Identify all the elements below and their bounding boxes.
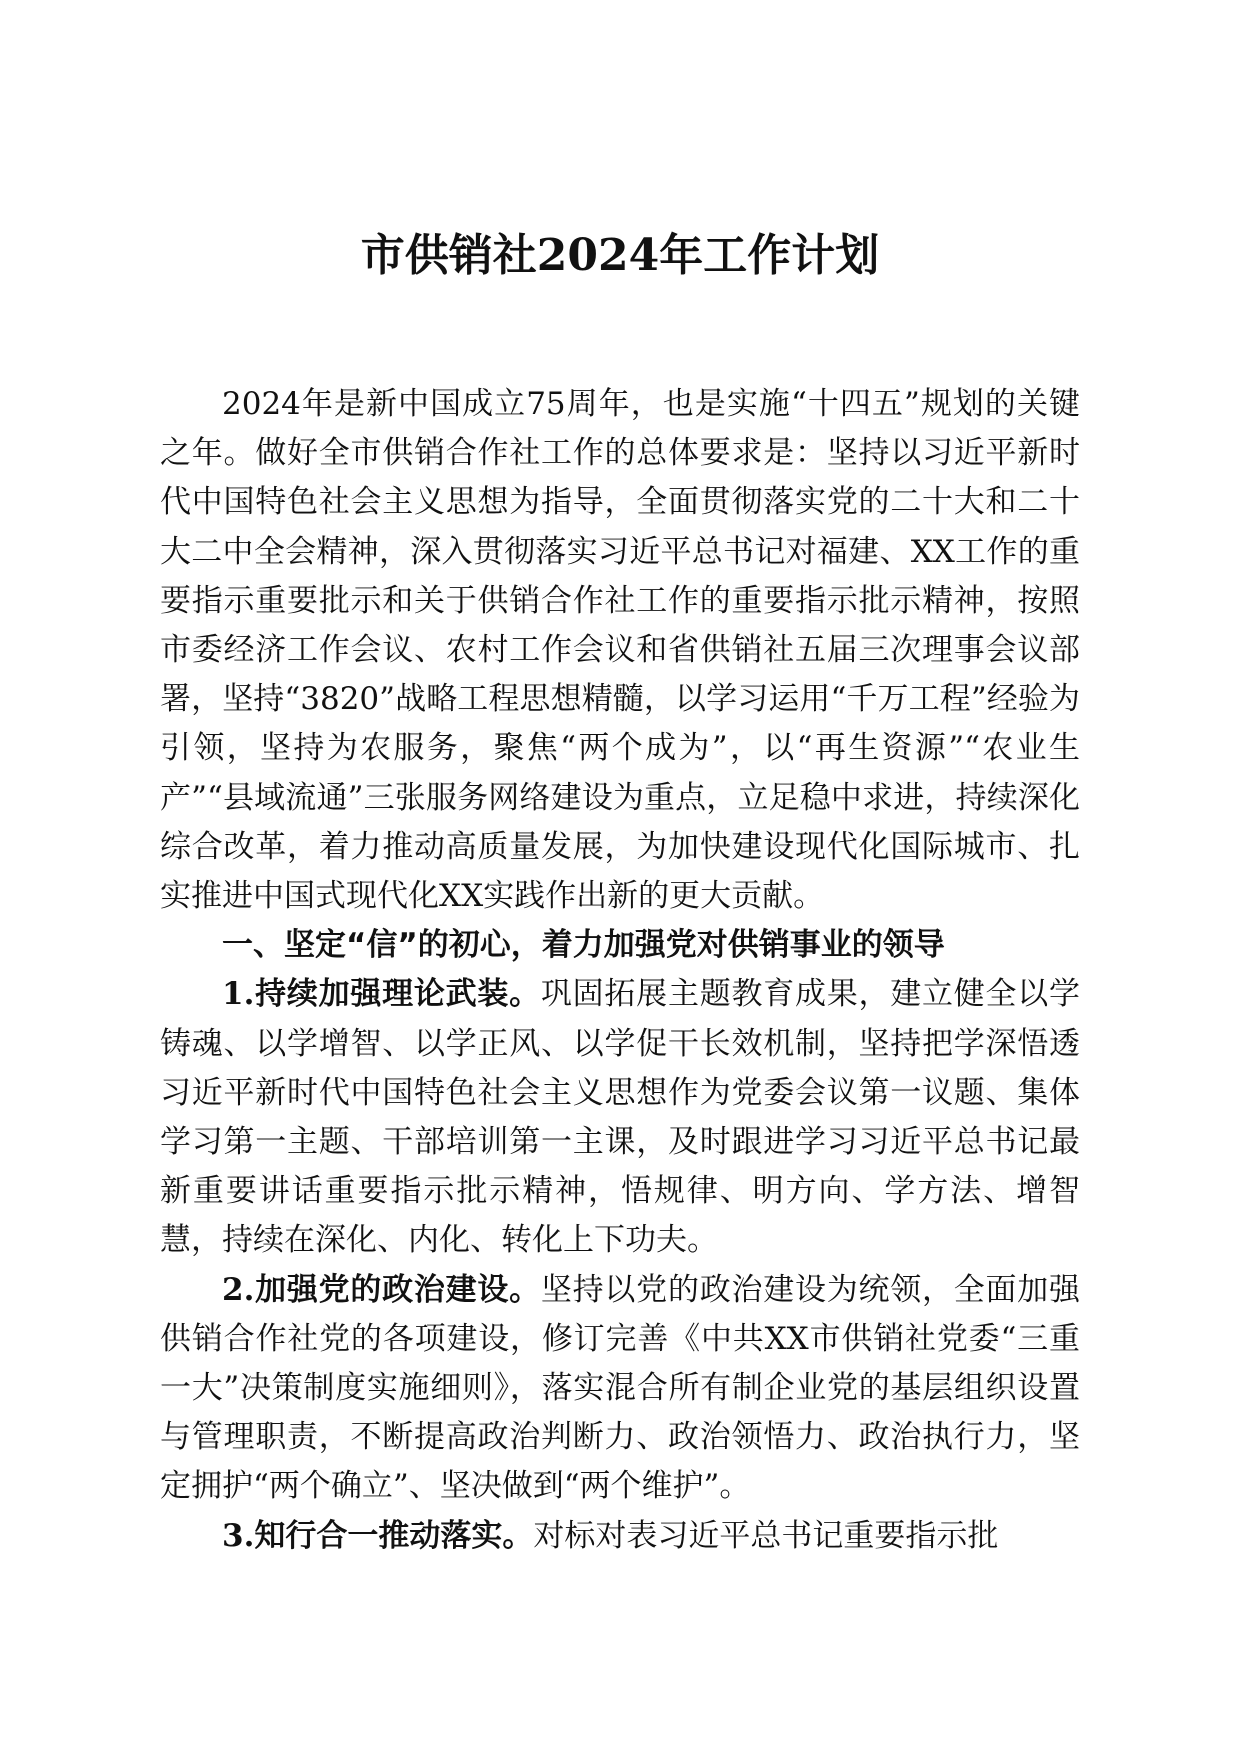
page-title: 市供销社2024年工作计划 [360, 230, 880, 281]
item-text-3: 对标对表习近平总书记重要指示批 [533, 1517, 999, 1554]
item-text-2: 坚持以党的政治建设为统领，全面加强供销合作社党的各项建设，修订完善《中共XX市供销社党委“三重一大”决策制度实施细则》，落实混合所有制企业党的基层组织设置与管理职责，不断提高政治判断力、政治领悟力、政治执行力，坚定拥护“两个确立”、坚决做到“两个维护”。 [160, 1271, 1080, 1505]
document-body [160, 380, 1080, 1561]
section-item-1 [160, 970, 1080, 1265]
section-heading-1: 一、坚定“信”的初心，着力加强党对供销事业的领导 [222, 927, 945, 964]
section-item-2 [160, 1266, 1080, 1512]
item-lead-1: 1.持续加强理论武装。 [222, 976, 541, 1013]
intro-paragraph: 2024年是新中国成立75周年，也是实施“十四五”规划的关键之年。做好全市供销合作社工作的总体要求是：坚持以习近平新时代中国特色社会主义思想为指导，全面贯彻落实党的二十大和二十大二中全会精神，深入贯彻落实习近平总书记对福建、XX工作的重要指示重要批示和关于供销合作社工作的重要指示批示精神，按照市委经济工作会议、农村工作会议和省供销社五届三次理事会议部署，坚持“3820”战略工程思想精髓，以学习运用“千万工程”经验为引领，坚持为农服务，聚焦“两个成为”，以“再生资源”“农业生产”“县域流通”三张服务网络建设为重点，立足稳中求进，持续深化综合改革，着力推动高质量发展，为加快建设现代化国际城市、扎实推进中国式现代化XX实践作出新的更大贡献。 [160, 386, 1080, 915]
item-lead-2: 2.加强党的政治建设。 [222, 1271, 541, 1308]
item-lead-3: 3.知行合一推动落实。 [222, 1517, 534, 1554]
section-item-3 [160, 1512, 1080, 1561]
item-text-1: 巩固拓展主题教育成果，建立健全以学铸魂、以学增智、以学正风、以学促干长效机制，坚持把学深悟透习近平新时代中国特色社会主义思想作为党委会议第一议题、集体学习第一主题、干部培训第一主课，及时跟进学习习近平总书记最新重要讲话重要指示批示精神，悟规律、明方向、学方法、增智慧，持续在深化、内化、转化上下功夫。 [160, 976, 1080, 1259]
